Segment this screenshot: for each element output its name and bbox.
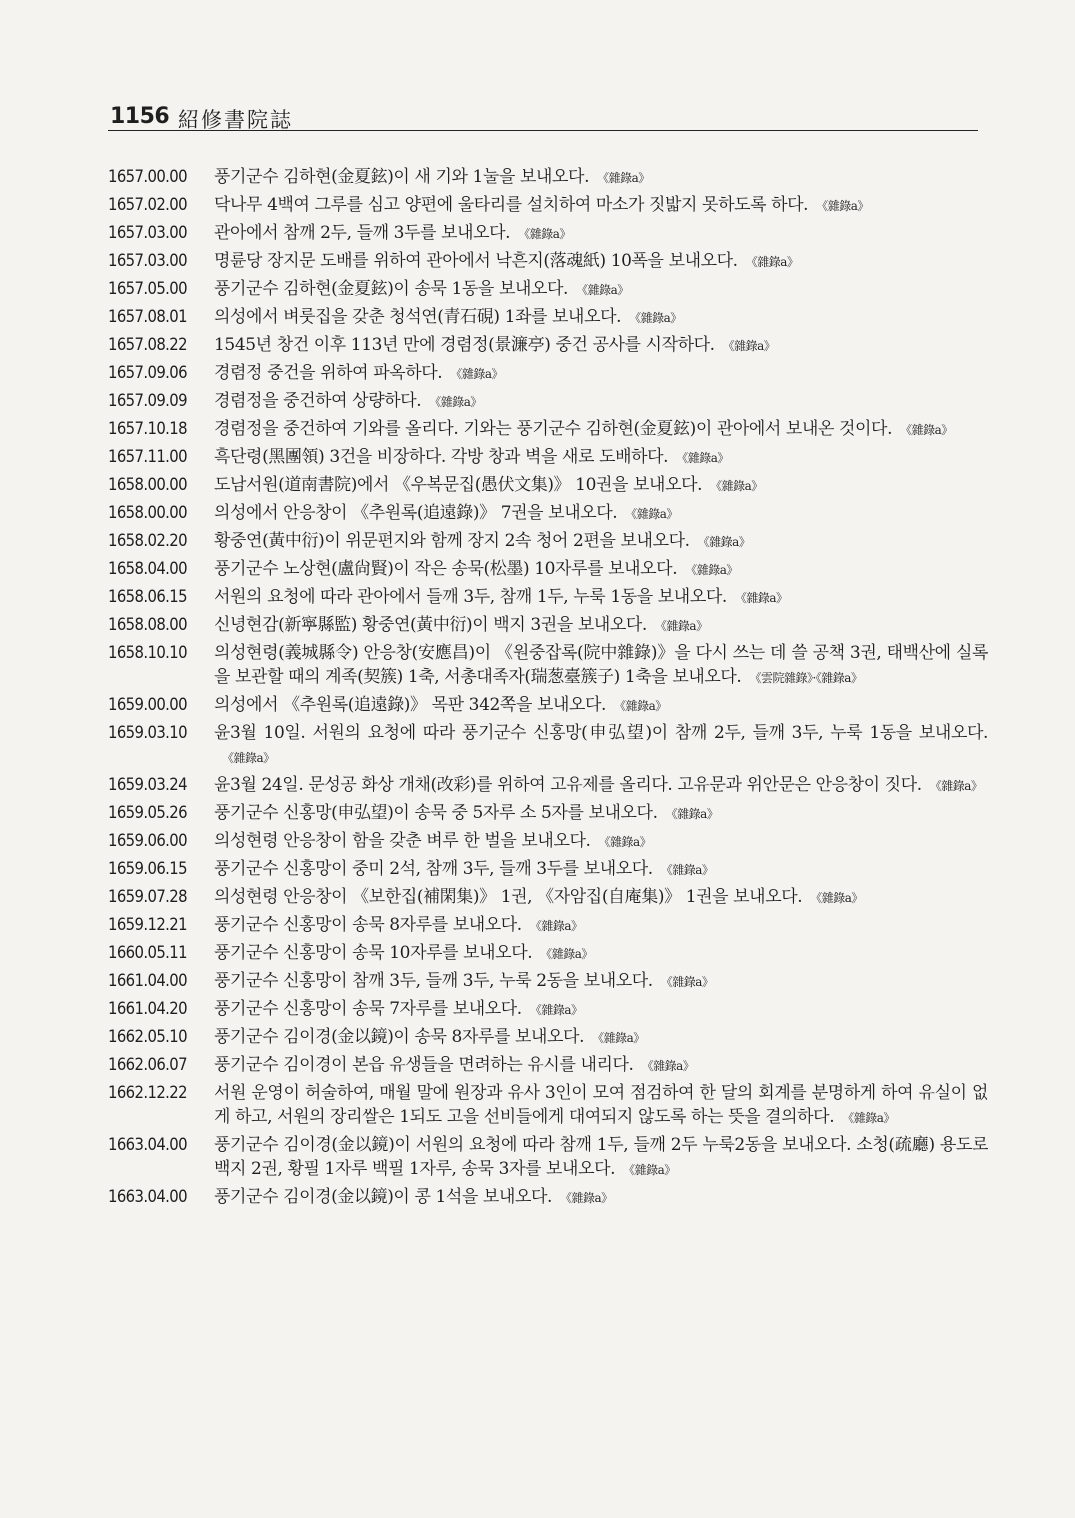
entry-date: 1659.00.00	[108, 695, 187, 714]
entry-text	[214, 445, 988, 470]
entry-text-body: 경렴정 중건을 위하여 파옥하다.	[214, 363, 443, 383]
entry-text-body: 풍기군수 신홍망이 참깨 3두, 들깨 3두, 누룩 2동을 보내오다.	[214, 971, 653, 991]
entry-source: 《雜錄a》	[842, 1111, 895, 1125]
entry-text-body: 명륜당 장지문 도배를 위하여 관아에서 낙흔지(落魂紙) 10폭을 보내오다.	[214, 251, 738, 271]
entry-source: 《雜錄a》	[529, 1003, 583, 1017]
entry-source: 《雜錄a》	[623, 1163, 676, 1177]
entry-date: 1658.02.20	[108, 531, 187, 550]
chronology-entry	[108, 969, 988, 994]
entry-source: 《雜錄a》	[676, 451, 729, 465]
entry-source: 《雜錄a》	[929, 779, 983, 793]
chronology-entry	[108, 1081, 988, 1130]
entry-date: 1662.12.22	[108, 1083, 187, 1102]
entry-text	[214, 941, 988, 966]
entry-date: 1659.07.28	[108, 887, 187, 906]
entry-text-body: 의성에서 벼룻집을 갖춘 청석연(青石硯) 1좌를 보내오다.	[214, 307, 622, 327]
entry-source: 《雜錄a》	[429, 395, 482, 409]
entry-date: 1658.00.00	[108, 475, 187, 494]
entry-text-body: 의성현령 안응창이 《보한집(補閑集)》 1권, 《자암집(自庵集)》 1권을 보내오다.	[214, 887, 803, 907]
chronology-entry	[108, 1025, 988, 1050]
entry-date: 1657.05.00	[108, 279, 187, 298]
entry-text	[214, 801, 988, 826]
chronology-entry	[108, 693, 988, 718]
entry-text	[214, 473, 988, 498]
entry-date: 1658.08.00	[108, 615, 187, 634]
entry-text-body: 풍기군수 김이경(金以鏡)이 송묵 8자루를 보내오다.	[214, 1027, 585, 1047]
entry-text	[214, 221, 988, 246]
chronology-entry	[108, 249, 988, 274]
entry-source: 《雜錄a》	[660, 975, 714, 989]
entry-date: 1658.06.15	[108, 587, 187, 606]
entry-text-body: 풍기군수 김하현(金夏鉉)이 새 기와 1눌을 보내오다.	[214, 167, 590, 187]
entry-text-body: 풍기군수 노상현(盧尙賢)이 작은 송묵(松墨) 10자루를 보내오다.	[214, 559, 678, 579]
chronology-entry	[108, 417, 988, 442]
entry-source: 《雜錄a》	[641, 1059, 695, 1073]
entry-source: 《雜錄a》	[529, 919, 583, 933]
entry-text-body: 서원의 요청에 따라 관아에서 들깨 3두, 참깨 1두, 누룩 1동을 보내오다.	[214, 587, 727, 607]
chronology-entry	[108, 641, 988, 690]
entry-text-body: 풍기군수 김하현(金夏鉉)이 송묵 1동을 보내오다.	[214, 279, 569, 299]
chronology-entry	[108, 501, 988, 526]
entry-text-body: 풍기군수 김이경이 본읍 유생들을 면려하는 유시를 내리다.	[214, 1055, 634, 1075]
entry-source: 《雜錄a》	[576, 283, 629, 297]
entry-text	[214, 417, 988, 442]
chronology-entry	[108, 445, 988, 470]
chronology-entry	[108, 613, 988, 638]
entry-source: 《雜錄a》	[697, 535, 751, 549]
entry-text-body: 의성에서 안응창이 《추원록(追遠錄)》 7권을 보내오다.	[214, 503, 618, 523]
entry-date: 1662.05.10	[108, 1027, 187, 1046]
entry-text-body: 도남서원(道南書院)에서 《우복문집(愚伏文集)》 10권을 보내오다.	[214, 475, 703, 495]
entry-date: 1663.04.00	[108, 1135, 187, 1154]
entry-source: 《雜錄a》	[450, 367, 503, 381]
entry-text-body: 관아에서 참깨 2두, 들깨 3두를 보내오다.	[214, 223, 511, 243]
entry-text-body: 경렴정을 중건하여 상량하다.	[214, 391, 422, 411]
chronology-entry	[108, 913, 988, 938]
chronology-entry	[108, 361, 988, 386]
entry-date: 1657.11.00	[108, 447, 187, 466]
entry-date: 1659.06.00	[108, 831, 187, 850]
entry-source: 《雜錄a》	[629, 311, 682, 325]
chronology-entry	[108, 221, 988, 246]
chronology-entry	[108, 389, 988, 414]
entry-source: 《雜錄a》	[900, 423, 953, 437]
entry-text-body: 경렴정을 중건하여 기와를 올리다. 기와는 풍기군수 김하현(金夏鉉)이 관아에서 보내온 것이다.	[214, 419, 893, 439]
entry-text-body: 닥나무 4백여 그루를 심고 양편에 울타리를 설치하여 마소가 짓밟지 못하도록 하다.	[214, 195, 809, 215]
entry-text-body: 윤3월 24일. 문성공 화상 개채(改彩)를 위하여 고유제를 올리다. 고유문과 위안문은 안응창이 짓다.	[214, 775, 922, 795]
entry-source: 《雜錄a》	[518, 227, 571, 241]
entry-date: 1657.09.09	[108, 391, 187, 410]
entry-source: 《雜錄a》	[614, 699, 667, 713]
entry-text-body: 의성현령(義城縣令) 안응창(安應昌)이 《원중잡록(院中雜錄)》을 다시 쓰는 데 쓸 공책 3권, 태백산에 실록을 보관할 때의 계족(契簇) 1축, 서총대족자(瑞葱臺簇子) 1축을 보내오다.	[214, 643, 988, 687]
entry-text	[214, 773, 988, 798]
entry-source: 《雜錄a》	[222, 751, 275, 765]
entry-text	[214, 585, 988, 610]
entry-text	[214, 277, 988, 302]
chronology-entry	[108, 165, 988, 190]
book-title: 紹修書院誌	[178, 108, 293, 132]
entry-text	[214, 1081, 988, 1130]
entry-source: 《雜錄a》	[745, 255, 799, 269]
entry-text-body: 풍기군수 신홍망이 송묵 8자루를 보내오다.	[214, 915, 522, 935]
entry-date: 1657.08.22	[108, 335, 187, 354]
entry-source: 《雜錄a》	[597, 171, 650, 185]
entry-text	[214, 361, 988, 386]
entry-source: 《雜錄a》	[654, 619, 708, 633]
entry-source: 《雜錄a》	[665, 807, 719, 821]
entry-text	[214, 557, 988, 582]
entry-text-body: 의성에서 《추원록(追遠錄)》 목판 342쪽을 보내오다.	[214, 695, 607, 715]
chronology-entry	[108, 829, 988, 854]
entry-text-body: 신녕현감(新寧縣監) 황중연(黃中衍)이 백지 3권을 보내오다.	[214, 615, 647, 635]
chronology-list	[108, 165, 988, 1213]
entry-source: 《雜錄a》	[734, 591, 788, 605]
entry-source: 《雜錄a》	[625, 507, 678, 521]
chronology-entry	[108, 473, 988, 498]
entry-text	[214, 829, 988, 854]
entry-date: 1657.00.00	[108, 167, 187, 186]
entry-date: 1661.04.00	[108, 971, 187, 990]
entry-text	[214, 249, 988, 274]
entry-date: 1657.03.00	[108, 251, 187, 270]
entry-text-body: 풍기군수 신홍망이 송묵 7자루를 보내오다.	[214, 999, 522, 1019]
entry-text-body: 윤3월 10일. 서원의 요청에 따라 풍기군수 신홍망(申弘望)이 참깨 2두, 들깨 3두, 누룩 1동을 보내오다.	[214, 723, 988, 743]
chronology-entry	[108, 885, 988, 910]
entry-text	[214, 333, 988, 358]
entry-date: 1659.03.10	[108, 723, 187, 742]
chronology-entry	[108, 773, 988, 798]
chronology-entry	[108, 1185, 988, 1210]
entry-text	[214, 721, 988, 770]
chronology-entry	[108, 277, 988, 302]
entry-text-body: 서원 운영이 허술하여, 매월 말에 원장과 유사 3인이 모여 점검하여 한 달의 회계를 분명하게 하여 유실이 없게 하고, 서원의 장리쌀은 1되도 고을 선비들에게 대여되지 않도록 하는 뜻을 결의하다.	[214, 1083, 988, 1127]
entry-text	[214, 305, 988, 330]
entry-date: 1659.03.24	[108, 775, 187, 794]
chronology-entry	[108, 997, 988, 1022]
entry-source: 《雜錄a》	[685, 563, 738, 577]
chronology-entry	[108, 305, 988, 330]
entry-text-body: 풍기군수 신홍망이 중미 2석, 참깨 3두, 들깨 3두를 보내오다.	[214, 859, 653, 879]
entry-text	[214, 1133, 988, 1182]
entry-text-body: 풍기군수 신홍망이 송묵 10자루를 보내오다.	[214, 943, 533, 963]
entry-text	[214, 997, 988, 1022]
entry-text-body: 1545년 창건 이후 113년 만에 경렴정(景濂亭) 중건 공사를 시작하다.	[214, 335, 715, 355]
chronology-entry	[108, 557, 988, 582]
entry-date: 1657.03.00	[108, 223, 187, 242]
entry-text	[214, 613, 988, 638]
entry-source: 《雜錄a》	[560, 1191, 613, 1205]
chronology-entry	[108, 857, 988, 882]
entry-text-body: 풍기군수 신홍망(申弘望)이 송묵 중 5자루 소 5자를 보내오다.	[214, 803, 658, 823]
chronology-entry	[108, 529, 988, 554]
entry-text-body: 풍기군수 김이경(金以鏡)이 서원의 요청에 따라 참깨 1두, 들깨 2두 누룩2동을 보내오다. 소청(疏廳) 용도로 백지 2권, 황필 1자루 백필 1자루, 송묵 3자를 보내오다.	[214, 1135, 988, 1179]
entry-date: 1658.10.10	[108, 643, 187, 662]
entry-text-body: 황중연(黃中衍)이 위문편지와 함께 장지 2속 청어 2편을 보내오다.	[214, 531, 690, 551]
entry-date: 1659.12.21	[108, 915, 187, 934]
entry-date: 1659.06.15	[108, 859, 187, 878]
entry-text	[214, 529, 988, 554]
entry-text	[214, 1053, 988, 1078]
entry-text	[214, 165, 988, 190]
entry-date: 1657.08.01	[108, 307, 187, 326]
entry-source: 《雜錄a》	[722, 339, 776, 353]
entry-source: 《雜錄a》	[540, 947, 593, 961]
entry-text	[214, 969, 988, 994]
entry-date: 1661.04.20	[108, 999, 187, 1018]
chronology-entry	[108, 585, 988, 610]
entry-text	[214, 913, 988, 938]
entry-text	[214, 693, 988, 718]
entry-source: 《雜錄a》	[710, 479, 763, 493]
entry-text	[214, 885, 988, 910]
entry-date: 1658.04.00	[108, 559, 187, 578]
entry-date: 1658.00.00	[108, 503, 187, 522]
chronology-entry	[108, 193, 988, 218]
chronology-entry	[108, 941, 988, 966]
entry-date: 1659.05.26	[108, 803, 187, 822]
entry-text-body: 의성현령 안응창이 함을 갖춘 벼루 한 벌을 보내오다.	[214, 831, 591, 851]
entry-text	[214, 641, 988, 690]
chronology-entry	[108, 333, 988, 358]
chronology-entry	[108, 721, 988, 770]
entry-date: 1663.04.00	[108, 1187, 187, 1206]
entry-text-body: 흑단령(黑團領) 3건을 비장하다. 각방 창과 벽을 새로 도배하다.	[214, 447, 669, 467]
entry-text	[214, 857, 988, 882]
entry-source: 《雜錄a》	[592, 1031, 645, 1045]
entry-source: 《雜錄a》	[816, 199, 869, 213]
entry-date: 1657.09.06	[108, 363, 187, 382]
entry-date: 1657.02.00	[108, 195, 187, 214]
entry-date: 1662.06.07	[108, 1055, 187, 1074]
entry-text	[214, 389, 988, 414]
entry-source: 《雜錄a》	[660, 863, 714, 877]
entry-date: 1660.05.11	[108, 943, 187, 962]
chronology-entry	[108, 1133, 988, 1182]
chronology-entry	[108, 1053, 988, 1078]
entry-text	[214, 501, 988, 526]
entry-date: 1657.10.18	[108, 419, 187, 438]
entry-text	[214, 193, 988, 218]
entry-source: 《雜錄a》	[810, 891, 863, 905]
entry-text-body: 풍기군수 김이경(金以鏡)이 콩 1석을 보내오다.	[214, 1187, 553, 1207]
entry-text	[214, 1025, 988, 1050]
chronology-entry	[108, 801, 988, 826]
entry-text	[214, 1185, 988, 1210]
page-header	[108, 104, 978, 131]
entry-source: 《雲院雜錄》·《雜錄a》	[749, 671, 863, 685]
entry-source: 《雜錄a》	[598, 835, 652, 849]
page-number: 1156	[110, 104, 170, 129]
